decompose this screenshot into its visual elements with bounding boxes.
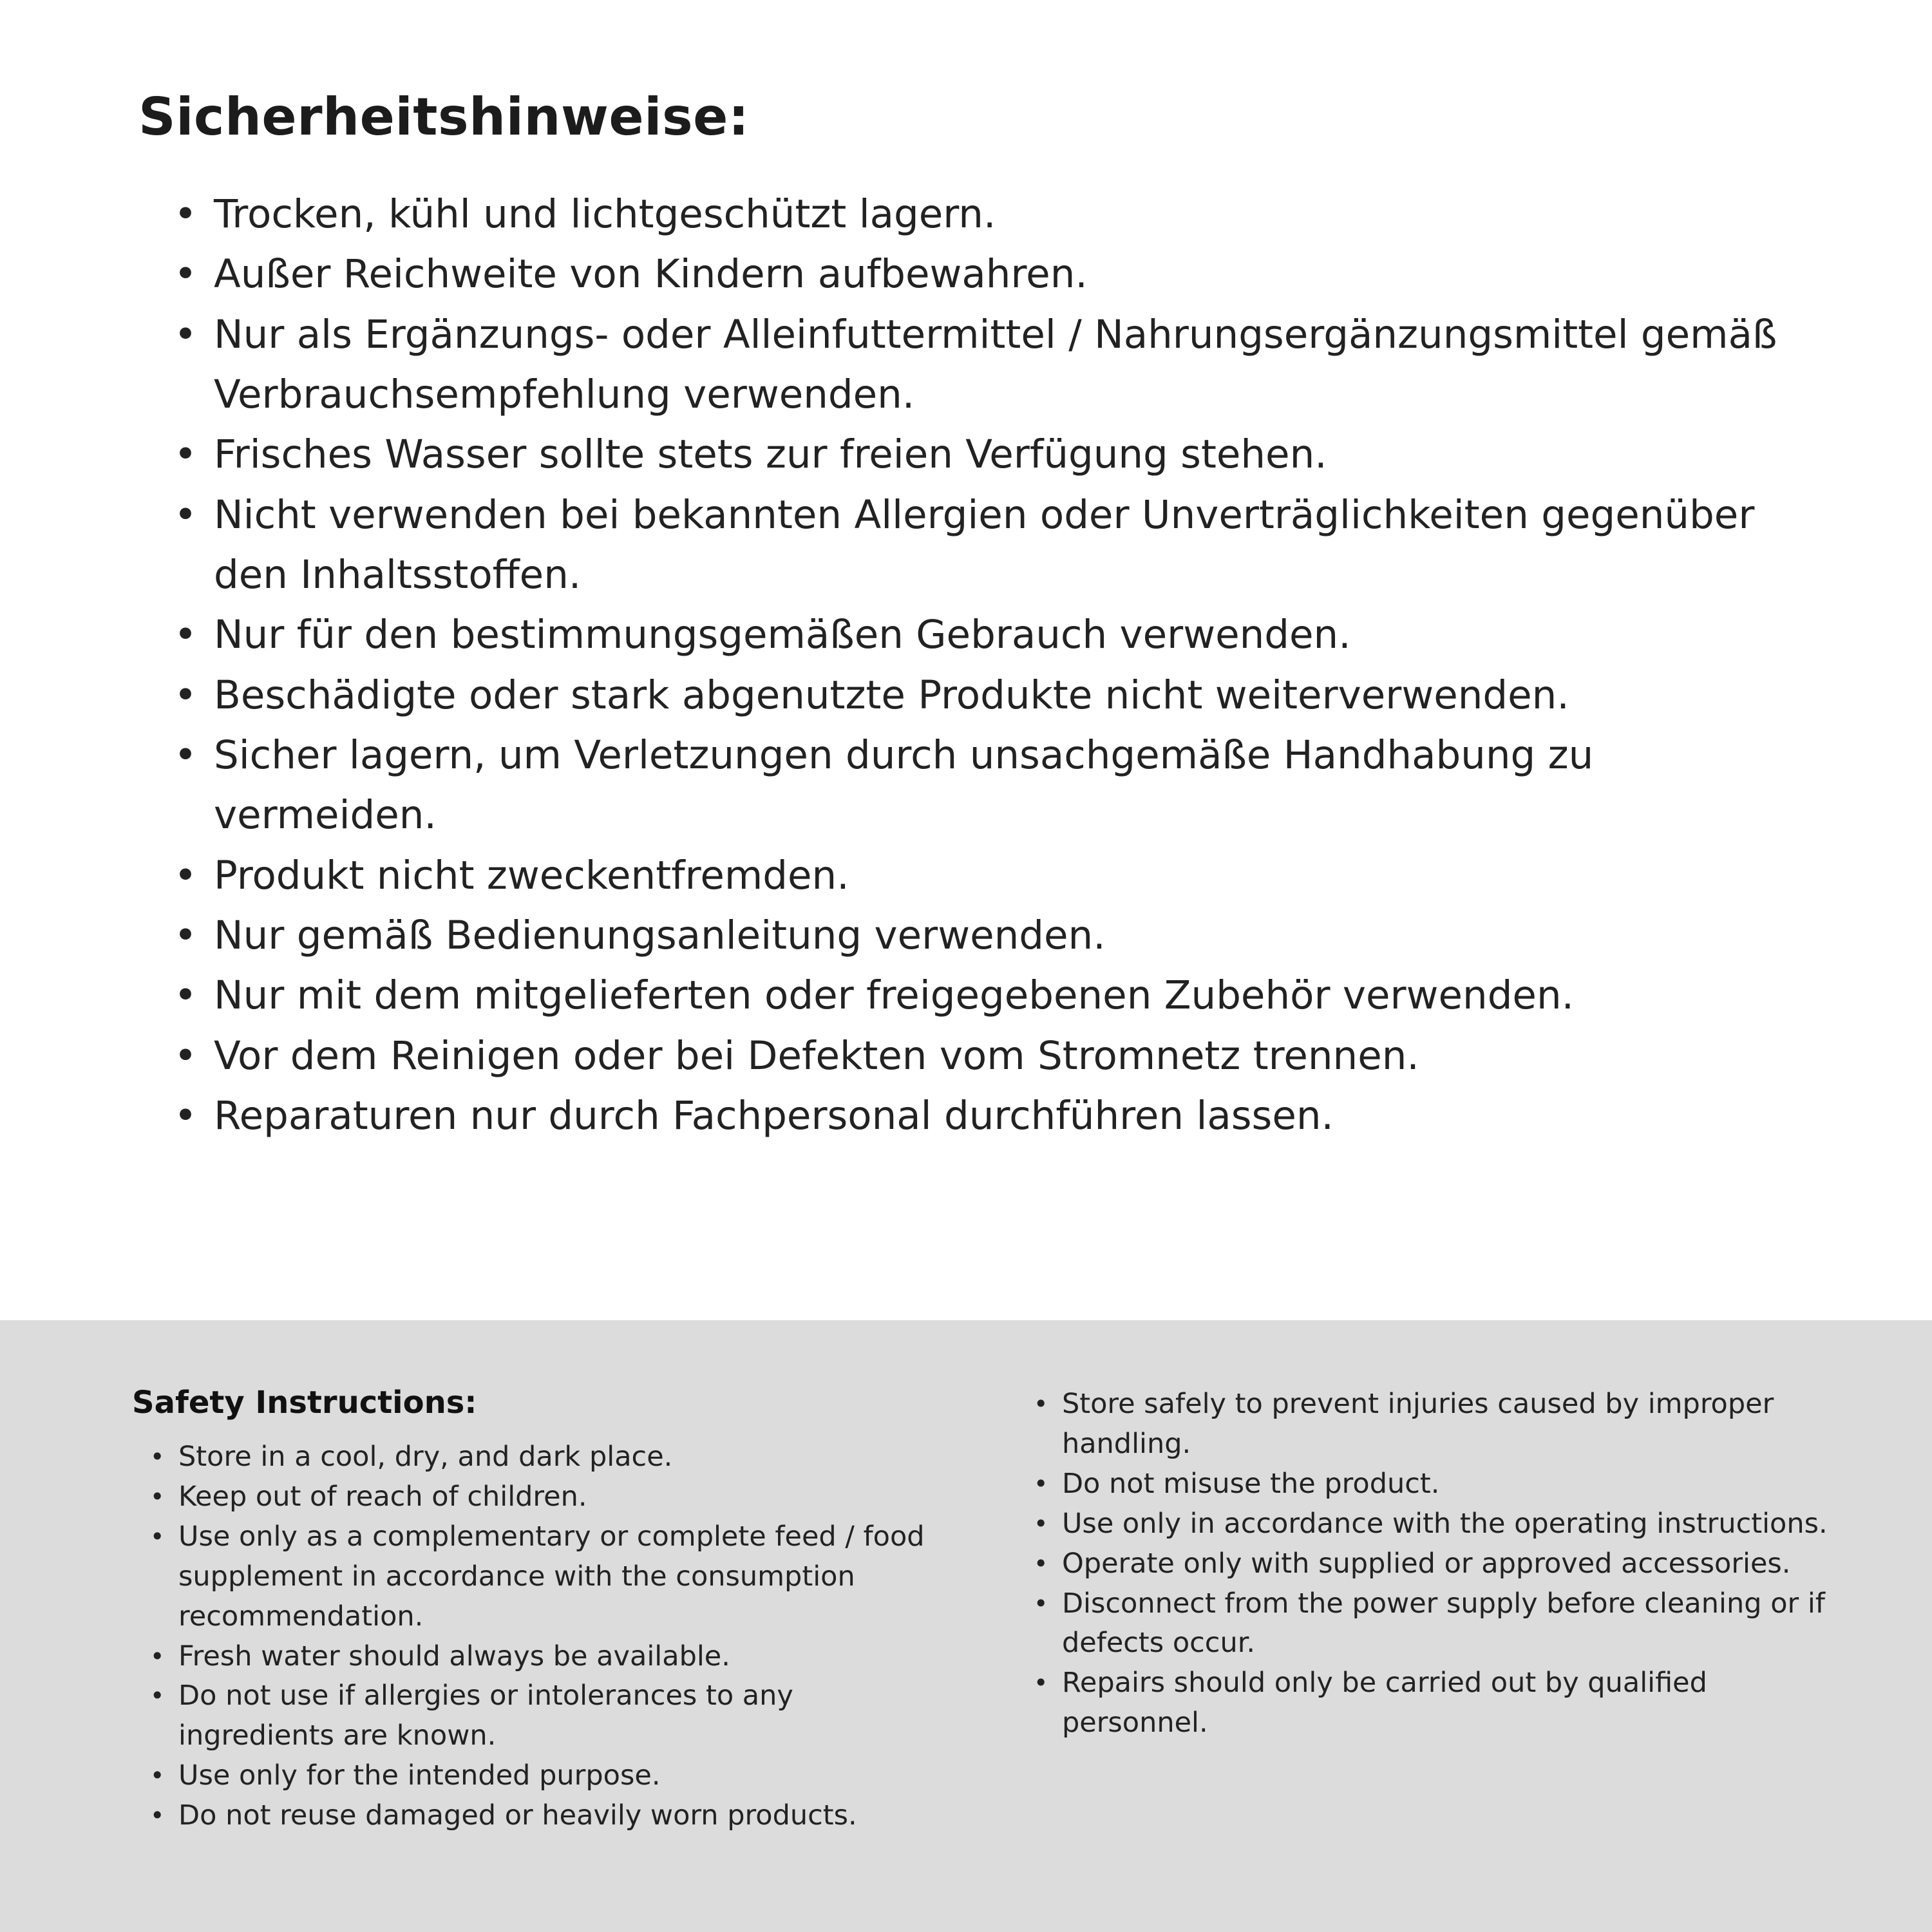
bullet-item-text: Store safely to prevent injuries caused by improper handling.	[1061, 1388, 1774, 1460]
bullet-item-text: Nur als Ergänzungs- oder Alleinfuttermittel / Nahrungsergänzungsmittel gemäß Verbrauchsempfehlung verwenden.	[214, 311, 1777, 417]
bullet-item-text: Nur mit dem mitgelieferten oder freigegebenen Zubehör verwenden.	[214, 972, 1575, 1019]
english-safety-section	[0, 1320, 1932, 1932]
bullet-item	[174, 665, 1823, 725]
bullet-item	[1034, 1663, 1835, 1743]
bullet-item-text: Keep out of reach of children.	[178, 1480, 587, 1513]
bullet-item	[150, 1756, 950, 1796]
bullet-item	[174, 605, 1823, 665]
bullet-item	[1034, 1385, 1835, 1464]
bullet-item	[1034, 1464, 1835, 1504]
bullet-item	[174, 424, 1823, 484]
bullet-item-text: Sicher lagern, um Verletzungen durch unsachgemäße Handhabung zu vermeiden.	[214, 732, 1594, 838]
bullet-item-text: Reparaturen nur durch Fachpersonal durchführen lassen.	[214, 1092, 1334, 1139]
english-section-title: Safety Instructions:	[132, 1385, 477, 1421]
bullet-item	[174, 485, 1823, 605]
bullet-item	[174, 905, 1823, 965]
bullet-item-text: Use only for the intended purpose.	[178, 1759, 661, 1792]
bullet-item	[150, 1477, 950, 1517]
bullet-item-text: Do not use if allergies or intolerances to any ingredients are known.	[178, 1680, 793, 1752]
bullet-item-text: Nur gemäß Bedienungsanleitung verwenden.	[214, 912, 1106, 958]
bullet-item-text: Store in a cool, dry, and dark place.	[178, 1441, 673, 1473]
bullet-item-text: Außer Reichweite von Kindern aufbewahren.	[214, 251, 1088, 298]
bullet-item-text: Use only as a complementary or complete feed / food supplement in accordance with the consumption recommendation.	[178, 1520, 925, 1633]
bullet-item	[174, 846, 1823, 905]
bullet-item	[174, 184, 1823, 244]
bullet-item	[174, 244, 1823, 304]
english-column-left	[132, 1385, 950, 1836]
bullet-item	[174, 1026, 1823, 1086]
bullet-item-text: Do not misuse the product.	[1061, 1467, 1440, 1500]
bullet-item	[150, 1517, 950, 1637]
bullet-item-text: Nicht verwenden bei bekannten Allergien oder Unverträglichkeiten gegenüber den Inhaltsstoffen.	[214, 491, 1755, 598]
bullet-item-text: Beschädigte oder stark abgenutzte Produkte nicht weiterverwenden.	[214, 672, 1569, 718]
bullet-item	[150, 1637, 950, 1677]
german-section-title: Sicherheitshinweise:	[138, 87, 750, 147]
bullet-item-text: Repairs should only be carried out by qualified personnel.	[1061, 1667, 1707, 1739]
english-bullet-list-left	[132, 1437, 950, 1836]
bullet-item	[1034, 1544, 1835, 1584]
bullet-item-text: Do not reuse damaged or heavily worn products.	[178, 1799, 857, 1832]
bullet-item-text: Frisches Wasser sollte stets zur freien Verfügung stehen.	[214, 431, 1327, 478]
bullet-item	[1034, 1504, 1835, 1544]
english-bullet-list-right	[1034, 1385, 1835, 1743]
bullet-item-text: Produkt nicht zweckentfremden.	[214, 852, 849, 898]
bullet-item-text: Disconnect from the power supply before cleaning or if defects occur.	[1061, 1587, 1825, 1660]
bullet-item-text: Nur für den bestimmungsgemäßen Gebrauch verwenden.	[214, 612, 1351, 658]
bullet-item	[174, 725, 1823, 846]
bullet-item	[174, 965, 1823, 1025]
bullet-item	[174, 305, 1823, 425]
bullet-item-text: Trocken, kühl und lichtgeschützt lagern.	[214, 191, 996, 237]
bullet-item-text: Vor dem Reinigen oder bei Defekten vom Stromnetz trennen.	[214, 1032, 1419, 1079]
bullet-item	[174, 1086, 1823, 1146]
german-bullet-list	[138, 184, 1823, 1146]
bullet-item-text: Use only in accordance with the operating instructions.	[1061, 1507, 1828, 1540]
english-column-right	[1034, 1385, 1835, 1743]
bullet-item-text: Fresh water should always be available.	[178, 1640, 730, 1672]
bullet-item-text: Operate only with supplied or approved accessories.	[1061, 1547, 1791, 1580]
bullet-item	[150, 1676, 950, 1756]
bullet-item	[150, 1796, 950, 1836]
bullet-item	[1034, 1584, 1835, 1664]
bullet-item	[150, 1437, 950, 1477]
